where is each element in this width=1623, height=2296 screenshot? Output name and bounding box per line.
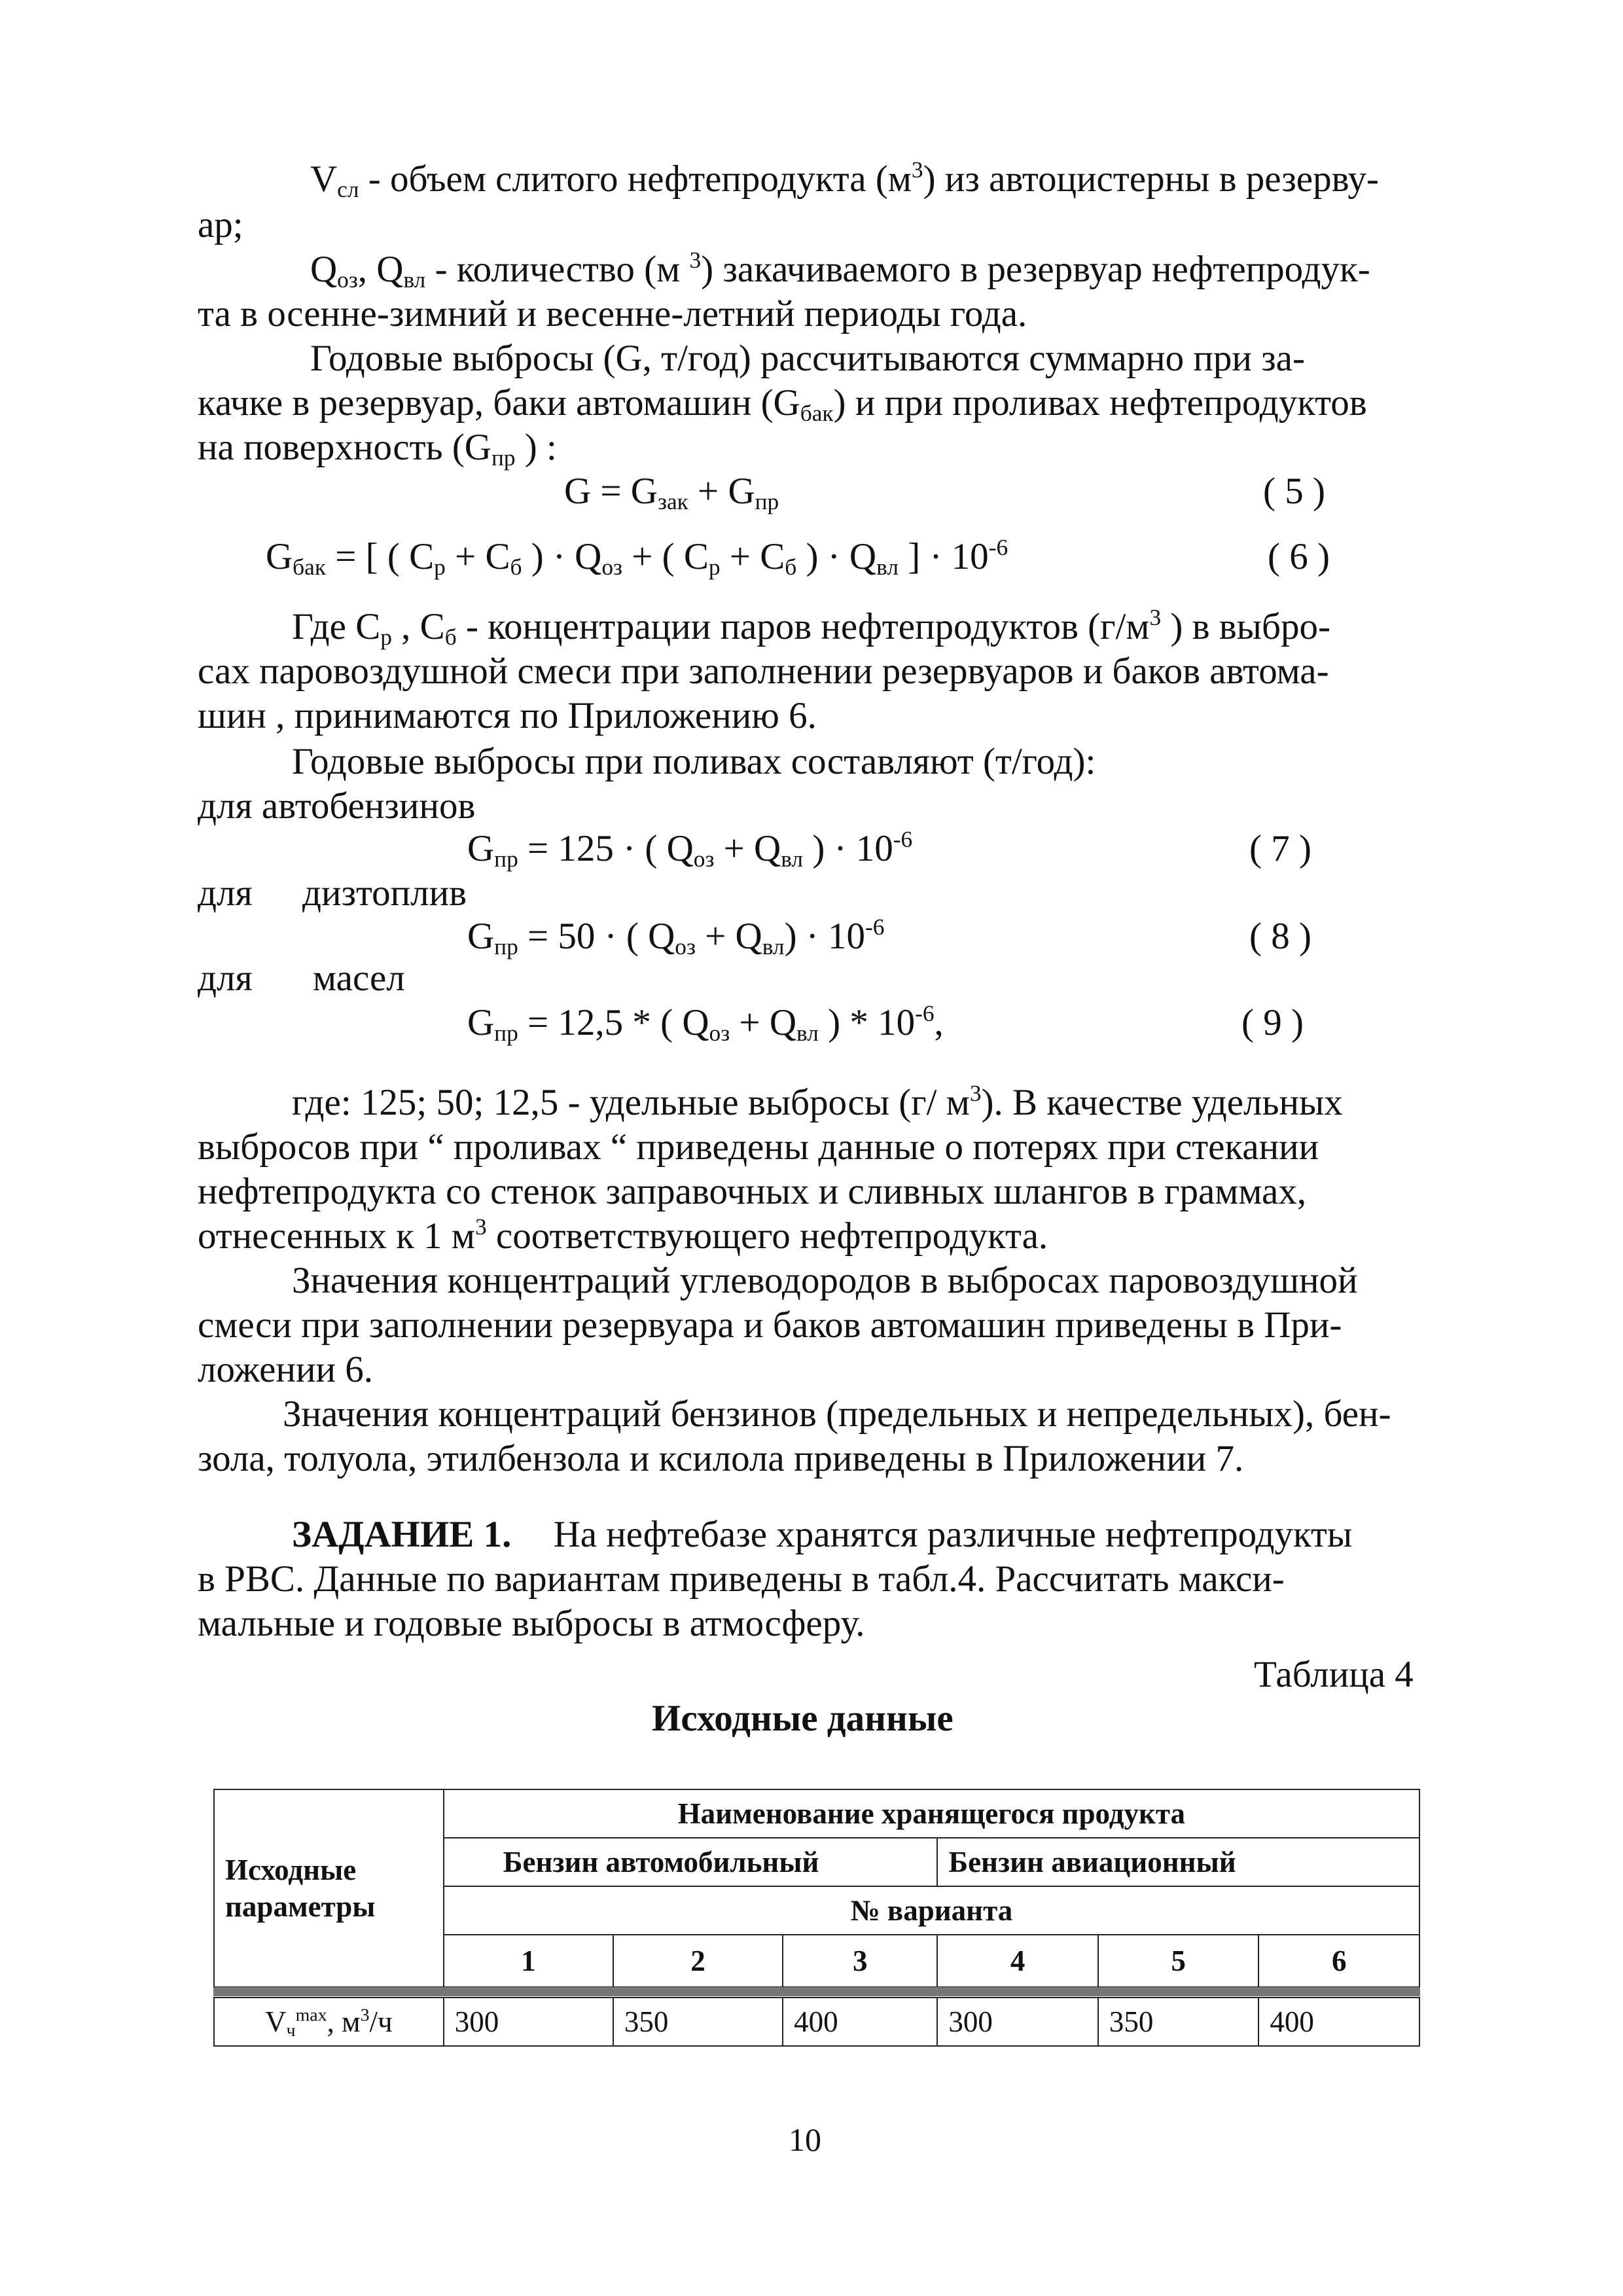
param-header: Исходные параметры [214,1789,444,1987]
conc2-line2: зола, толуола, этилбензола и ксилола приведены в Приложении 7. [198,1438,1244,1479]
task-line3: мальные и годовые выбросы в атмосферу. [198,1603,865,1644]
formula-9-number: ( 9 ) [1241,1002,1304,1043]
def-q-line2: та в осенне-зимний и весенне-летний периоды года. [198,293,1027,334]
conc1-line2: смеси при заполнении резервуара и баков автомашин приведены в При- [198,1304,1342,1346]
where-line2: сах паровоздушной смеси при заполнении резервуаров и баков автома- [198,651,1329,692]
task-heading: ЗАДАНИЕ 1. [292,1514,512,1555]
value-cell: 400 [783,1998,937,2046]
variant-cell: 2 [613,1935,783,1987]
explanation-line2: выбросов при “ проливах “ приведены данные о потерях при стекании [198,1126,1319,1168]
formula-7-number: ( 7 ) [1249,828,1311,869]
task-line2: в РВС. Данные по вариантам приведены в табл.4. Рассчитать макси- [198,1558,1285,1600]
conc2-line1: Значения концентраций бензинов (предельных и непредельных), бен- [283,1393,1391,1435]
data-table [213,1789,1420,2047]
def-q-line1: $Q_{оз}$, $Q_{вл}$ - количество (м $^3$) закачиваемого в резервуар нефтепродук- [310,247,1370,293]
formula-8: $G_{пр} = 50$ · ( $Q_{оз} + Q_{вл}) \cdot 10^{-6}$ [467,914,885,960]
product-header: Наименование хранящегося продукта [444,1789,1419,1838]
formula-7: $G_{пр} = 125$ · ( $Q_{оз} + Q_{вл}$ ) · $10^{-6}$ [467,826,913,872]
variant-cell: 3 [783,1935,937,1987]
where-line1: Где $C_р$ , $C_б$ - концентрации паров нефтепродуктов ($г/м^3$ ) в выбро- [292,604,1330,650]
table-label: Таблица 4 [1254,1654,1414,1695]
formula-6-number: ( 6 ) [1268,536,1330,577]
spill-label-diesel: дизтоплив [302,872,467,914]
spill-label-diesel-prefix: для [198,872,253,914]
annual-line1: Годовые выбросы (G, т/год) рассчитываются суммарно при за- [310,338,1305,379]
spill-intro: Годовые выбросы при поливах составляют (т/год): [292,741,1096,782]
table-title: Исходные данные [652,1698,954,1739]
value-cell: 350 [1098,1998,1259,2046]
conc1-line1: Значения концентраций углеводородов в выбросах паровоздушной [292,1260,1358,1301]
annual-line2: качке в резервуар, баки автомашин $(G_{бак})$ и при проливах нефтепродуктов [198,382,1367,426]
formula-5: $G = G_{зак} + G_{пр}$ [564,471,779,514]
spill-label-oil-prefix: для [198,958,253,999]
value-cell: 350 [613,1998,783,2046]
explanation-line4: отнесенных к 1 $м^3$ соответствующего нефтепродукта. [198,1213,1048,1257]
value-cell: 300 [444,1998,613,2046]
group-auto-gasoline: Бензин автомобильный [444,1838,938,1886]
variant-cell: 4 [937,1935,1098,1987]
group-aviation-gasoline: Бензин авиационный [937,1838,1419,1886]
spill-label-oil: масел [313,958,405,999]
value-cell: 400 [1258,1998,1419,2046]
annual-line3: на поверхность ($G_{пр}$ ) : [198,427,557,471]
explanation-line1: где: 125; 50; 12,5 - удельные выбросы (г/ $м^3$). В качестве удельных [292,1080,1343,1123]
variant-cell: 5 [1098,1935,1259,1987]
formula-8-number: ( 8 ) [1249,916,1311,957]
row-label-vch: $V_ч^{max}$, $м^3/ч$ [214,1998,444,2046]
explanation-line3: нефтепродукта со стенок заправочных и сливных шлангов в граммах, [198,1171,1307,1212]
formula-6: $G_{бак}$ = [ ( $C_р + C_б$ ) · $Q_{оз}$ + ( $C_р + C_б$ ) · $Q_{вл}$ ] · $10^{-6}$ [266,534,1008,580]
variant-header: № варианта [444,1886,1419,1935]
where-line3: шин , принимаются по Приложению 6. [198,695,817,736]
variant-cell: 6 [1258,1935,1419,1987]
table-divider [213,1987,1420,1996]
def-vsl-line2: ар; [198,204,243,245]
formula-5-number: ( 5 ) [1263,471,1325,512]
task-line1: ЗАДАНИЕ 1. На нефтебазе хранятся различные нефтепродукты [292,1514,1353,1555]
def-vsl-line1: $V_{сл}$ - объем слитого нефтепродукта $(м^3)$ из автоцистерны в резерву- [310,156,1380,202]
spill-label-gasoline: для автобензинов [198,785,476,827]
conc1-line3: ложении 6. [198,1349,373,1390]
formula-9: $G_{пр} = 12,5$ * ( $Q_{оз} + Q_{вл}$ ) * $10^{-6}$, [467,1000,944,1046]
value-cell: 300 [937,1998,1098,2046]
variant-cell: 1 [444,1935,613,1987]
page-number: 10 [789,2121,821,2158]
